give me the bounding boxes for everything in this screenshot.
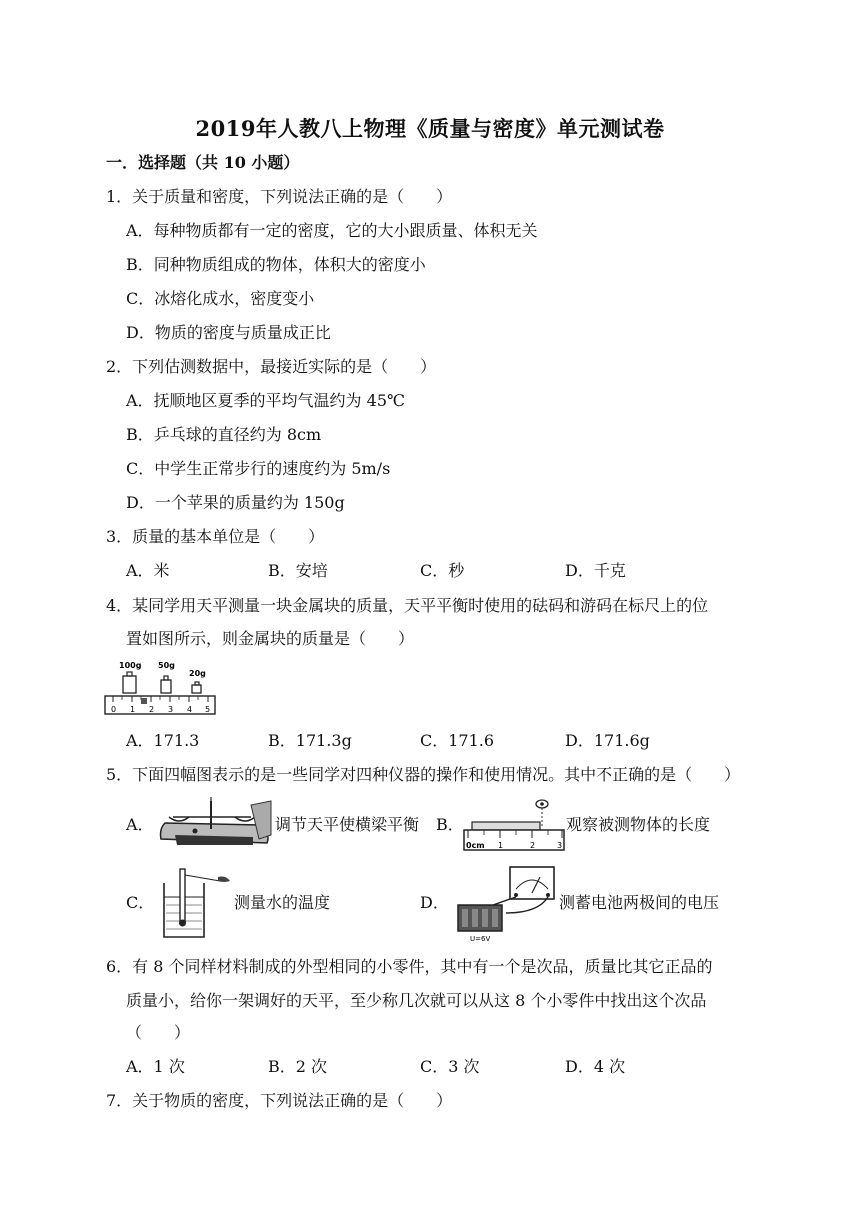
q4-option-a: A．171.3 [126,731,200,750]
scale-tick-4: 4 [187,705,193,714]
q3-option-a: A．米 [126,561,170,580]
q3-option-d: D．千克 [565,561,626,580]
voltmeter-battery-figure [448,863,558,943]
battery-voltage-label: U=6V [470,935,491,943]
ruler-tick-2: 2 [530,841,536,850]
scale-tick-1: 1 [130,705,136,714]
q6-stem-line3: （ ） [126,1023,191,1042]
q6-stem-line2: 质量小，给你一架调好的天平，至少称几次就可以从这 8 个小零件中找出这个次品 [126,991,707,1010]
q5-option-c-text: 测量水的温度 [234,893,331,912]
q6-option-a: A．1 次 [126,1057,185,1076]
q2-option-a: A．抚顺地区夏季的平均气温约为 45℃ [126,391,405,410]
q1-stem: 1．关于质量和密度，下列说法正确的是（ ） [106,187,453,206]
balance-adjust-figure [155,795,273,853]
scale-tick-5: 5 [205,705,211,714]
q7-stem: 7．关于物质的密度，下列说法正确的是（ ） [106,1091,453,1110]
q2-option-d: D．一个苹果的质量约为 150g [126,493,345,512]
weight-label-50g: 50g [158,661,175,670]
scale-tick-2: 2 [149,705,155,714]
balance-scale-ruler [105,696,215,714]
q5-option-a-label: A． [126,815,154,834]
q2-stem: 2．下列估测数据中，最接近实际的是（ ） [106,357,437,376]
ruler-tick-1: 1 [498,841,504,850]
q6-stem-line1: 6．有 8 个同样材料制成的外型相同的小零件，其中有一个是次品，质量比其它正品的 [106,957,713,976]
q1-option-d: D．物质的密度与质量成正比 [126,323,331,342]
weight-50g-icon [161,676,171,693]
q1-option-c: C．冰熔化成水，密度变小 [126,289,315,308]
q5-option-b-text: 观察被测物体的长度 [566,815,711,834]
q6-option-d: D．4 次 [565,1057,626,1076]
scale-tick-3: 3 [168,705,174,714]
section-heading: 一．选择题（共 10 小题） [106,153,300,172]
scale-tick-0: 0 [111,705,117,714]
q5-stem: 5．下面四幅图表示的是一些同学对四种仪器的操作和使用情况。其中不正确的是（ ） [106,765,741,784]
weight-100g-icon [123,672,136,693]
q1-option-b: B．同种物质组成的物体，体积大的密度小 [126,255,426,274]
thermometer-beaker-figure [158,865,234,941]
rider-icon [141,698,147,704]
weight-label-20g: 20g [189,669,206,678]
q4-option-c: C．171.6 [420,731,495,750]
q5-option-d-text: 测蓄电池两极间的电压 [559,893,720,912]
q3-stem: 3．质量的基本单位是（ ） [106,527,325,546]
q6-option-b: B．2 次 [268,1057,328,1076]
q6-option-c: C．3 次 [420,1057,480,1076]
weight-20g-icon [192,682,201,693]
q2-option-c: C．中学生正常步行的速度约为 5m/s [126,459,391,478]
q2-option-b: B．乒乓球的直径约为 8cm [126,425,322,444]
ruler-tick-3: 3 [557,841,563,850]
eye-icon [536,800,548,808]
q5-option-b-label: B． [436,815,464,834]
q1-option-a: A．每种物质都有一定的密度，它的大小跟质量、体积无关 [126,221,538,240]
q4-option-d: D．171.6g [565,731,650,750]
balance-weights-figure [103,658,218,718]
q5-option-d-label: D． [420,893,449,912]
ruler-tick-0: 0cm [466,841,485,850]
q4-stem-line2: 置如图所示，则金属块的质量是（ ） [126,629,415,648]
q4-stem-line1: 4．某同学用天平测量一块金属块的质量，天平平衡时使用的砝码和游码在标尺上的位 [106,596,709,615]
page-title: 2019年人教八上物理《质量与密度》单元测试卷 [195,116,665,141]
ruler-reading-figure [462,792,566,854]
q3-option-b: B．安培 [268,561,328,580]
q5-option-a-text: 调节天平使横梁平衡 [275,815,420,834]
q5-option-c-label: C． [126,893,155,912]
q3-option-c: C．秒 [420,561,465,580]
weight-label-100g: 100g [119,661,142,670]
q4-option-b: B．171.3g [268,731,352,750]
